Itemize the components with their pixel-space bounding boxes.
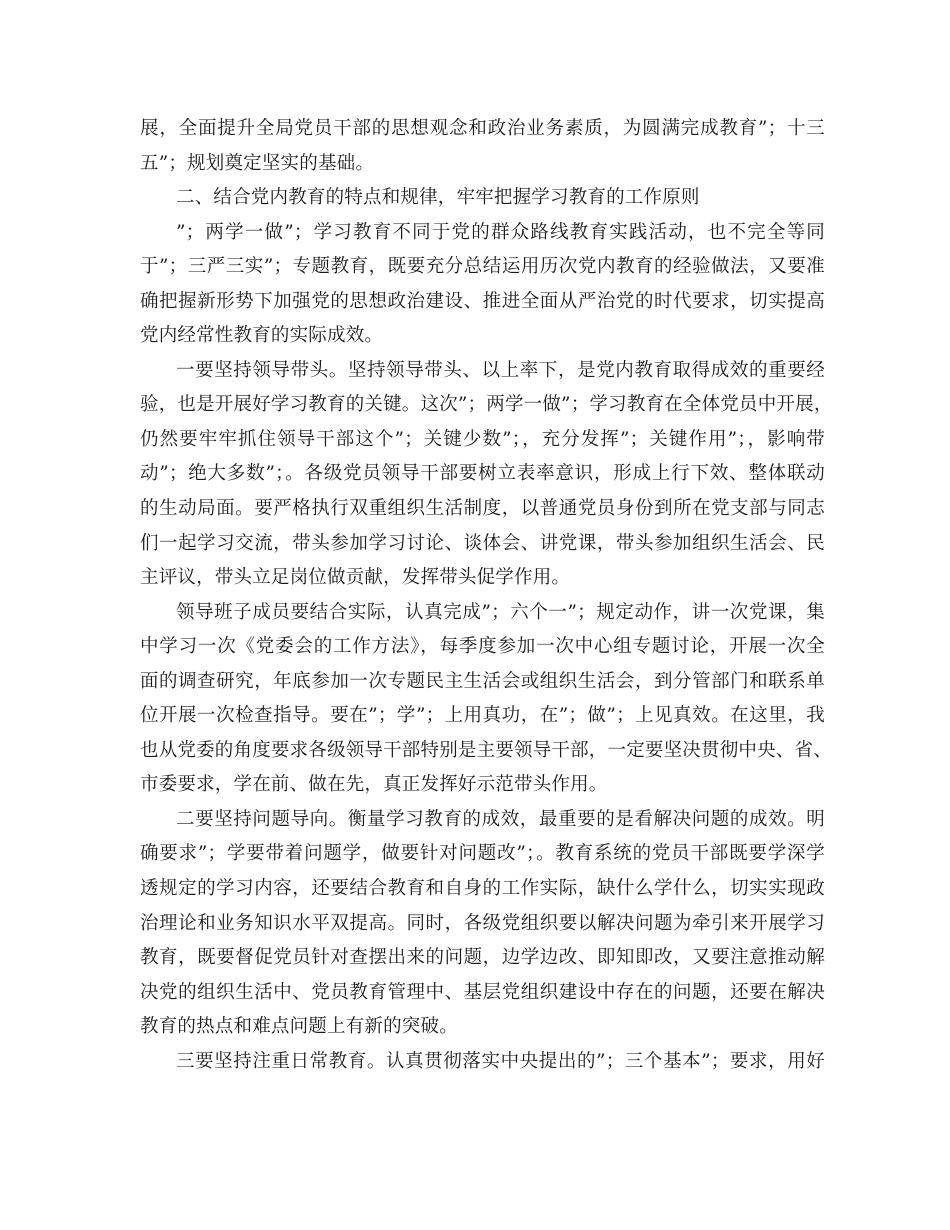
document-body — [140, 112, 833, 1079]
text-line: 三要坚持注重日常教育。认真贯彻落实中央提出的”；三个基本”；要求，用好 — [176, 1050, 825, 1072]
text-line: 面的调查研究，年底参加一次专题民主生活会或组织生活会，到分管部门和联系单 — [140, 670, 825, 692]
text-line: 二要坚持问题导向。衡量学习教育的成效，最重要的是看解决问题的成效。明 — [176, 808, 825, 830]
text-line: 治理论和业务知识水平双提高。同时，各级党组织要以解决问题为牵引来开展学习 — [140, 912, 825, 934]
text-line: 教育的热点和难点问题上有新的突破。 — [140, 1016, 458, 1038]
text-line: 党内经常性教育的实际成效。 — [140, 325, 384, 347]
text-line: 主评议，带头立足岗位做贡献，发挥带头促学作用。 — [140, 567, 571, 589]
text-line: 于”；三严三实”；专题教育，既要充分总结运用历次党内教育的经验做法，又要准 — [140, 256, 825, 278]
section-heading: 二、结合党内教育的特点和规律，牢牢把握学习教育的工作原则 — [176, 187, 700, 209]
text-line: 确要求”；学要带着问题学，做要针对问题改”；。教育系统的党员干部既要学深学 — [140, 843, 825, 865]
text-line: 的生动局面。要严格执行双重组织生活制度，以普通党员身份到所在党支部与同志 — [140, 498, 825, 520]
text-line: 五”；规划奠定坚实的基础。 — [140, 152, 375, 174]
text-line: 动”；绝大多数”；。各级党员领导干部要树立表率意识，形成上行下效、整体联动 — [140, 463, 825, 485]
text-line: 位开展一次检查指导。要在”；学”；上用真功，在”；做”；上见真效。在这里，我 — [140, 705, 825, 727]
text-line: 一要坚持领导带头。坚持领导带头、以上率下，是党内教育取得成效的重要经 — [176, 359, 825, 381]
text-line: 也从党委的角度要求各级领导干部特别是主要领导干部，一定要坚决贯彻中央、省、 — [140, 739, 832, 761]
text-line: ”；两学一做”；学习教育不同于党的群众路线教育实践活动，也不完全等同 — [176, 221, 825, 243]
text-line: 展，全面提升全局党员干部的思想观念和政治业务素质，为圆满完成教育”；十三 — [140, 118, 825, 139]
text-line: 中学习一次《党委会的工作方法》，每季度参加一次中心组专题讨论，开展一次全 — [140, 636, 825, 658]
text-line: 领导班子成员要结合实际，认真完成”；六个一”；规定动作，讲一次党课，集 — [176, 601, 825, 623]
text-line: 教育，既要督促党员针对查摆出来的问题，边学边改、即知即改，又要注意推动解 — [140, 947, 825, 969]
text-line: 市委要求，学在前、做在先，真正发挥好示范带头作用。 — [140, 774, 608, 796]
text-line: 决党的组织生活中、党员教育管理中、基层党组织建设中存在的问题，还要在解决 — [140, 981, 825, 1003]
text-line: 确把握新形势下加强党的思想政治建设、推进全面从严治党的时代要求，切实提高 — [140, 290, 825, 312]
text-line: 验，也是开展好学习教育的关键。这次”；两学一做”；学习教育在全体党员中开展， — [140, 394, 833, 416]
text-line: 们一起学习交流，带头参加学习讨论、谈体会、讲党课，带头参加组织生活会、民 — [140, 532, 825, 554]
text-line: 仍然要牢牢抓住领导干部这个”；关键少数”；，充分发挥”；关键作用”；，影响带 — [140, 428, 825, 450]
text-line: 透规定的学习内容，还要结合教育和自身的工作实际，缺什么学什么，切实实现政 — [140, 878, 825, 900]
